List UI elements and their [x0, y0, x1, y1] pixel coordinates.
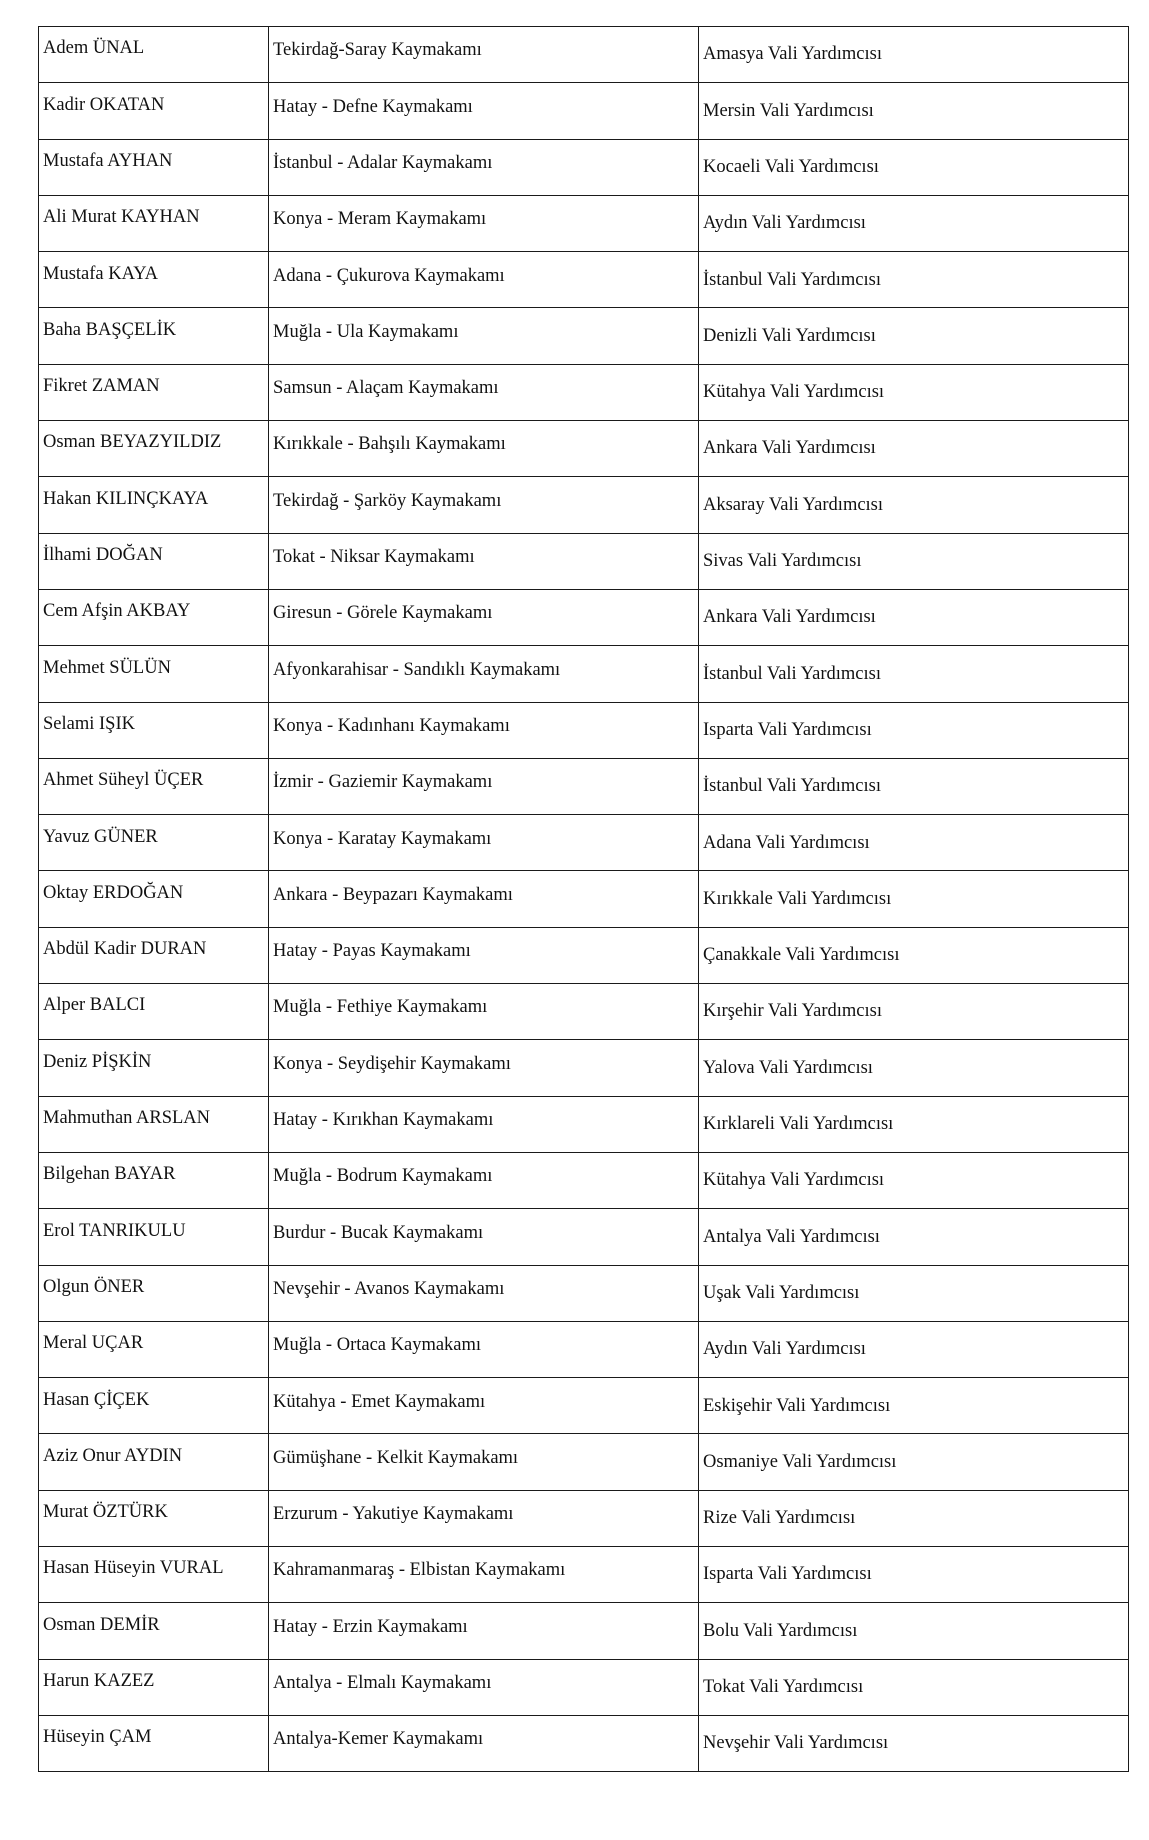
- name-cell: [39, 139, 269, 195]
- name-cell-text: Cem Afşin AKBAY: [43, 601, 191, 622]
- table-row: [39, 195, 1129, 251]
- previous-post-cell-text: Tokat - Niksar Kaymakamı: [273, 547, 475, 568]
- name-cell-text: Bilgehan BAYAR: [43, 1164, 176, 1185]
- document-page: [38, 26, 1128, 1772]
- new-post-cell: [699, 1490, 1129, 1546]
- name-cell-text: Mustafa AYHAN: [43, 150, 173, 171]
- new-post-cell: [699, 1040, 1129, 1096]
- new-post-cell-text: Kocaeli Vali Yardımcısı: [703, 156, 879, 177]
- name-cell: [39, 1659, 269, 1715]
- new-post-cell: [699, 1603, 1129, 1659]
- name-cell: [39, 1209, 269, 1265]
- table-row: [39, 308, 1129, 364]
- new-post-cell: [699, 1265, 1129, 1321]
- new-post-cell-text: Kırklareli Vali Yardımcısı: [703, 1114, 894, 1135]
- name-cell: [39, 533, 269, 589]
- table-row: [39, 646, 1129, 702]
- table-row: [39, 139, 1129, 195]
- name-cell: [39, 1265, 269, 1321]
- name-cell: [39, 871, 269, 927]
- previous-post-cell: [269, 1321, 699, 1377]
- table-row: [39, 1715, 1129, 1771]
- name-cell-text: Alper BALCI: [43, 995, 146, 1016]
- new-post-cell: [699, 1434, 1129, 1490]
- new-post-cell: [699, 477, 1129, 533]
- new-post-cell-text: Aksaray Vali Yardımcısı: [703, 494, 884, 515]
- name-cell-text: Adem ÜNAL: [43, 38, 145, 59]
- table-row: [39, 252, 1129, 308]
- table-row: [39, 815, 1129, 871]
- previous-post-cell: [269, 83, 699, 139]
- name-cell-text: Osman BEYAZYILDIZ: [43, 432, 222, 453]
- previous-post-cell: [269, 815, 699, 871]
- table-row: [39, 364, 1129, 420]
- name-cell-text: Fikret ZAMAN: [43, 376, 160, 397]
- new-post-cell-text: Mersin Vali Yardımcısı: [703, 100, 874, 121]
- table-row: [39, 533, 1129, 589]
- new-post-cell: [699, 533, 1129, 589]
- appointments-table: [38, 26, 1129, 1772]
- new-post-cell-text: İstanbul Vali Yardımcısı: [703, 663, 881, 684]
- name-cell: [39, 1152, 269, 1208]
- name-cell: [39, 815, 269, 871]
- name-cell: [39, 1715, 269, 1771]
- new-post-cell-text: Kırşehir Vali Yardımcısı: [703, 1001, 883, 1022]
- new-post-cell-text: Denizli Vali Yardımcısı: [703, 325, 876, 346]
- previous-post-cell-text: Muğla - Ortaca Kaymakamı: [273, 1335, 482, 1356]
- previous-post-cell-text: Giresun - Görele Kaymakamı: [273, 603, 493, 624]
- new-post-cell: [699, 1209, 1129, 1265]
- new-post-cell-text: Isparta Vali Yardımcısı: [703, 719, 872, 740]
- name-cell-text: Hüseyin ÇAM: [43, 1727, 152, 1748]
- name-cell-text: Ahmet Süheyl ÜÇER: [43, 770, 204, 791]
- name-cell-text: Kadir OKATAN: [43, 94, 165, 115]
- new-post-cell: [699, 1321, 1129, 1377]
- name-cell: [39, 195, 269, 251]
- new-post-cell: [699, 758, 1129, 814]
- new-post-cell-text: Sivas Vali Yardımcısı: [703, 551, 862, 572]
- new-post-cell-text: Aydın Vali Yardımcısı: [703, 213, 866, 234]
- previous-post-cell-text: Muğla - Ula Kaymakamı: [273, 321, 459, 342]
- table-row: [39, 1040, 1129, 1096]
- previous-post-cell: [269, 646, 699, 702]
- previous-post-cell-text: Tekirdağ-Saray Kaymakamı: [273, 40, 482, 61]
- previous-post-cell: [269, 702, 699, 758]
- new-post-cell-text: Aydın Vali Yardımcısı: [703, 1339, 866, 1360]
- name-cell-text: Hakan KILINÇKAYA: [43, 488, 209, 509]
- table-row: [39, 758, 1129, 814]
- new-post-cell: [699, 1715, 1129, 1771]
- name-cell: [39, 1547, 269, 1603]
- previous-post-cell: [269, 589, 699, 645]
- previous-post-cell-text: Konya - Kadınhanı Kaymakamı: [273, 715, 510, 736]
- name-cell-text: Oktay ERDOĞAN: [43, 882, 184, 903]
- previous-post-cell-text: Kahramanmaraş - Elbistan Kaymakamı: [273, 1560, 566, 1581]
- table-row: [39, 927, 1129, 983]
- previous-post-cell-text: Konya - Karatay Kaymakamı: [273, 828, 492, 849]
- new-post-cell-text: Osmaniye Vali Yardımcısı: [703, 1451, 897, 1472]
- new-post-cell-text: Kütahya Vali Yardımcısı: [703, 1170, 885, 1191]
- previous-post-cell-text: Adana - Çukurova Kaymakamı: [273, 265, 505, 286]
- previous-post-cell-text: Konya - Meram Kaymakamı: [273, 209, 487, 230]
- previous-post-cell: [269, 421, 699, 477]
- previous-post-cell: [269, 1490, 699, 1546]
- previous-post-cell: [269, 1547, 699, 1603]
- previous-post-cell-text: Hatay - Defne Kaymakamı: [273, 96, 473, 117]
- name-cell: [39, 1434, 269, 1490]
- new-post-cell: [699, 871, 1129, 927]
- new-post-cell: [699, 1547, 1129, 1603]
- previous-post-cell-text: Hatay - Erzin Kaymakamı: [273, 1616, 468, 1637]
- name-cell: [39, 83, 269, 139]
- new-post-cell: [699, 927, 1129, 983]
- name-cell: [39, 646, 269, 702]
- table-row: [39, 421, 1129, 477]
- name-cell-text: Selami IŞIK: [43, 713, 135, 734]
- previous-post-cell-text: Kırıkkale - Bahşılı Kaymakamı: [273, 434, 506, 455]
- name-cell-text: Yavuz GÜNER: [43, 826, 158, 847]
- new-post-cell: [699, 702, 1129, 758]
- previous-post-cell: [269, 364, 699, 420]
- name-cell-text: Meral UÇAR: [43, 1333, 144, 1354]
- previous-post-cell-text: Ankara - Beypazarı Kaymakamı: [273, 884, 513, 905]
- new-post-cell-text: Kütahya Vali Yardımcısı: [703, 382, 885, 403]
- previous-post-cell-text: Samsun - Alaçam Kaymakamı: [273, 378, 499, 399]
- name-cell: [39, 1321, 269, 1377]
- new-post-cell-text: Adana Vali Yardımcısı: [703, 832, 870, 853]
- previous-post-cell: [269, 1603, 699, 1659]
- table-row: [39, 1265, 1129, 1321]
- name-cell: [39, 1490, 269, 1546]
- new-post-cell-text: Ankara Vali Yardımcısı: [703, 607, 876, 628]
- name-cell: [39, 984, 269, 1040]
- new-post-cell: [699, 589, 1129, 645]
- new-post-cell: [699, 815, 1129, 871]
- name-cell-text: İlhami DOĞAN: [43, 545, 163, 566]
- new-post-cell: [699, 1152, 1129, 1208]
- name-cell: [39, 477, 269, 533]
- new-post-cell-text: Bolu Vali Yardımcısı: [703, 1620, 858, 1641]
- name-cell-text: Mustafa KAYA: [43, 263, 158, 284]
- new-post-cell-text: Uşak Vali Yardımcısı: [703, 1282, 860, 1303]
- name-cell: [39, 1378, 269, 1434]
- table-row: [39, 984, 1129, 1040]
- previous-post-cell: [269, 758, 699, 814]
- new-post-cell: [699, 139, 1129, 195]
- new-post-cell-text: Antalya Vali Yardımcısı: [703, 1226, 880, 1247]
- new-post-cell: [699, 1096, 1129, 1152]
- name-cell: [39, 364, 269, 420]
- new-post-cell: [699, 1659, 1129, 1715]
- name-cell-text: Erol TANRIKULU: [43, 1220, 186, 1241]
- table-row: [39, 589, 1129, 645]
- name-cell-text: Hasan Hüseyin VURAL: [43, 1558, 224, 1579]
- previous-post-cell-text: Afyonkarahisar - Sandıklı Kaymakamı: [273, 659, 561, 680]
- new-post-cell: [699, 364, 1129, 420]
- name-cell-text: Hasan ÇİÇEK: [43, 1389, 150, 1410]
- previous-post-cell: [269, 1096, 699, 1152]
- new-post-cell-text: Rize Vali Yardımcısı: [703, 1508, 856, 1529]
- name-cell-text: Murat ÖZTÜRK: [43, 1502, 168, 1523]
- table-row: [39, 1434, 1129, 1490]
- previous-post-cell: [269, 1434, 699, 1490]
- previous-post-cell-text: Antalya-Kemer Kaymakamı: [273, 1729, 484, 1750]
- previous-post-cell-text: Konya - Seydişehir Kaymakamı: [273, 1053, 511, 1074]
- previous-post-cell-text: Hatay - Payas Kaymakamı: [273, 941, 471, 962]
- previous-post-cell: [269, 1659, 699, 1715]
- table-row: [39, 871, 1129, 927]
- new-post-cell-text: Tokat Vali Yardımcısı: [703, 1677, 864, 1697]
- name-cell: [39, 589, 269, 645]
- previous-post-cell: [269, 1209, 699, 1265]
- new-post-cell-text: Ankara Vali Yardımcısı: [703, 438, 876, 459]
- previous-post-cell: [269, 27, 699, 83]
- new-post-cell: [699, 984, 1129, 1040]
- previous-post-cell-text: Muğla - Bodrum Kaymakamı: [273, 1166, 493, 1187]
- new-post-cell: [699, 83, 1129, 139]
- previous-post-cell: [269, 195, 699, 251]
- previous-post-cell: [269, 533, 699, 589]
- previous-post-cell-text: Gümüşhane - Kelkit Kaymakamı: [273, 1447, 519, 1468]
- previous-post-cell: [269, 252, 699, 308]
- previous-post-cell-text: Hatay - Kırıkhan Kaymakamı: [273, 1110, 494, 1131]
- new-post-cell-text: Isparta Vali Yardımcısı: [703, 1564, 872, 1585]
- table-row: [39, 702, 1129, 758]
- new-post-cell: [699, 308, 1129, 364]
- previous-post-cell-text: Burdur - Bucak Kaymakamı: [273, 1222, 484, 1243]
- previous-post-cell-text: Kütahya - Emet Kaymakamı: [273, 1391, 486, 1412]
- previous-post-cell-text: Erzurum - Yakutiye Kaymakamı: [273, 1504, 514, 1525]
- previous-post-cell: [269, 871, 699, 927]
- table-row: [39, 1096, 1129, 1152]
- table-row: [39, 27, 1129, 83]
- new-post-cell: [699, 195, 1129, 251]
- new-post-cell: [699, 421, 1129, 477]
- previous-post-cell: [269, 1378, 699, 1434]
- previous-post-cell-text: Tekirdağ - Şarköy Kaymakamı: [273, 490, 502, 511]
- new-post-cell: [699, 252, 1129, 308]
- name-cell: [39, 927, 269, 983]
- previous-post-cell: [269, 1265, 699, 1321]
- name-cell: [39, 1096, 269, 1152]
- name-cell-text: Osman DEMİR: [43, 1614, 160, 1635]
- name-cell-text: Abdül Kadir DURAN: [43, 939, 207, 960]
- name-cell: [39, 1040, 269, 1096]
- name-cell-text: Baha BAŞÇELİK: [43, 319, 177, 340]
- name-cell: [39, 1603, 269, 1659]
- table-row: [39, 1659, 1129, 1715]
- name-cell-text: Aziz Onur AYDIN: [43, 1445, 183, 1466]
- table-row: [39, 1209, 1129, 1265]
- table-row: [39, 1152, 1129, 1208]
- previous-post-cell: [269, 984, 699, 1040]
- table-row: [39, 477, 1129, 533]
- name-cell: [39, 308, 269, 364]
- table-row: [39, 1490, 1129, 1546]
- new-post-cell-text: Eskişehir Vali Yardımcısı: [703, 1395, 891, 1416]
- name-cell-text: Ali Murat KAYHAN: [43, 207, 200, 228]
- previous-post-cell-text: Muğla - Fethiye Kaymakamı: [273, 997, 488, 1018]
- previous-post-cell-text: İstanbul - Adalar Kaymakamı: [273, 152, 493, 173]
- new-post-cell: [699, 646, 1129, 702]
- name-cell: [39, 758, 269, 814]
- previous-post-cell: [269, 927, 699, 983]
- previous-post-cell: [269, 1152, 699, 1208]
- name-cell-text: Mahmuthan ARSLAN: [43, 1108, 211, 1129]
- appointments-table-body: [39, 27, 1129, 1772]
- previous-post-cell-text: Nevşehir - Avanos Kaymakamı: [273, 1278, 505, 1299]
- name-cell-text: Olgun ÖNER: [43, 1276, 145, 1297]
- previous-post-cell: [269, 139, 699, 195]
- name-cell-text: Deniz PİŞKİN: [43, 1051, 152, 1072]
- table-row: [39, 1321, 1129, 1377]
- previous-post-cell: [269, 308, 699, 364]
- new-post-cell-text: Çanakkale Vali Yardımcısı: [703, 945, 900, 966]
- name-cell-text: Mehmet SÜLÜN: [43, 657, 171, 678]
- new-post-cell-text: Yalova Vali Yardımcısı: [703, 1057, 873, 1078]
- table-row: [39, 1603, 1129, 1659]
- previous-post-cell-text: Antalya - Elmalı Kaymakamı: [273, 1673, 492, 1693]
- new-post-cell: [699, 1378, 1129, 1434]
- previous-post-cell: [269, 1040, 699, 1096]
- new-post-cell-text: İstanbul Vali Yardımcısı: [703, 776, 881, 797]
- name-cell: [39, 702, 269, 758]
- new-post-cell-text: Amasya Vali Yardımcısı: [703, 44, 883, 65]
- new-post-cell-text: Kırıkkale Vali Yardımcısı: [703, 888, 892, 909]
- new-post-cell: [699, 27, 1129, 83]
- table-row: [39, 1378, 1129, 1434]
- name-cell: [39, 421, 269, 477]
- previous-post-cell: [269, 1715, 699, 1771]
- table-row: [39, 83, 1129, 139]
- table-row: [39, 1547, 1129, 1603]
- previous-post-cell-text: İzmir - Gaziemir Kaymakamı: [273, 772, 493, 793]
- previous-post-cell: [269, 477, 699, 533]
- new-post-cell-text: İstanbul Vali Yardımcısı: [703, 269, 881, 290]
- new-post-cell-text: Nevşehir Vali Yardımcısı: [703, 1733, 889, 1754]
- name-cell: [39, 252, 269, 308]
- name-cell: [39, 27, 269, 83]
- name-cell-text: Harun KAZEZ: [43, 1671, 155, 1691]
